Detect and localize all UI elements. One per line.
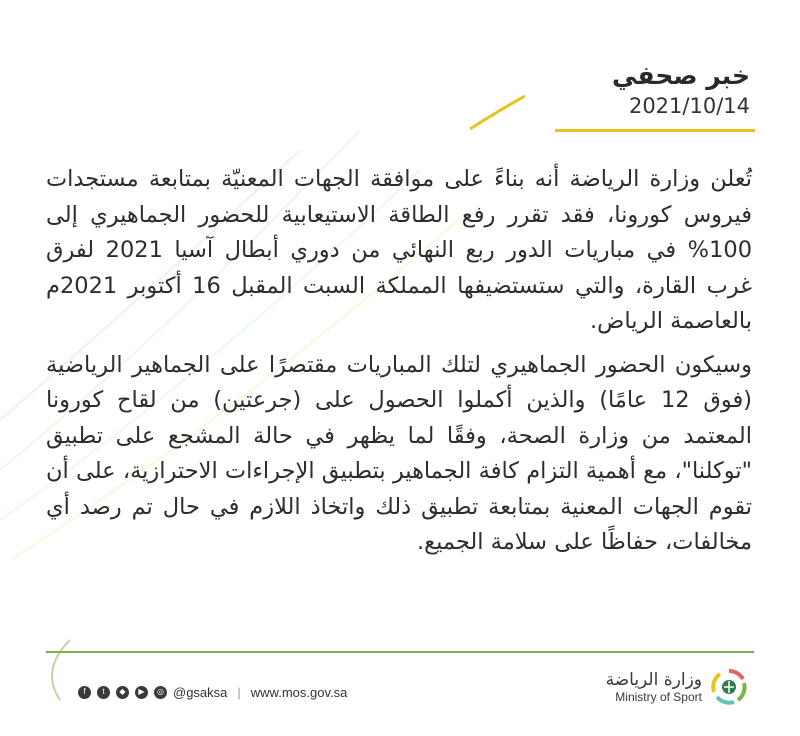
logo-english-text: Ministry of Sport	[615, 689, 702, 704]
paragraph-1: تُعلن وزارة الرياضة أنه بناءً على موافقة الجهات المعنيّة بمتابعة مستجدات فيروس كورونا، فقد تقرر رفع الطاقة الاستيعابية للحضور الجماهيري إلى 100% في مباريات الدور ربع النهائي من دوري أبطال آسيا 2021 لفرق غرب القارة، والتي ستستضيفها المملكة السبت المقبل 16 أكتوبر 2021م بالعاصمة الرياض.	[46, 166, 753, 334]
twitter-icon[interactable]: t	[97, 686, 110, 699]
snapchat-icon[interactable]: ◆	[116, 686, 129, 699]
header-divider	[555, 129, 755, 132]
footer-contact	[78, 681, 347, 703]
publish-date: 2021/10/14	[628, 94, 750, 118]
paragraph-2: وسيكون الحضور الجماهيري لتلك المباريات مقتصرًا على الجماهير الرياضية (فوق 12 عامًا) والذين أكملوا الحصول على (جرعتين) من لقاح كورونا المعتمد من وزارة الصحة، وفقًا لما يظهر في حالة المشجع على تطبيق "توكلنا"، مع أهمية التزام كافة الجماهير بتطبيق الإجراءات الاحترازية، على أن تقوم الجهات المعنية بمتابعة تطبيق ذلك واتخاذ اللازم في حال تم رصد أي مخالفات، حفاظًا على سلامة الجميع.	[46, 351, 752, 555]
header	[612, 60, 750, 118]
page-title: خبر صحفي	[612, 61, 750, 90]
social-handle[interactable]: @gsaksa	[173, 684, 228, 700]
separator: |	[237, 684, 241, 700]
article-body	[46, 162, 752, 569]
website-link[interactable]: www.mos.gov.sa	[250, 684, 348, 700]
youtube-icon[interactable]: ▶	[135, 686, 148, 699]
facebook-icon[interactable]: f	[78, 686, 91, 699]
footer-divider	[46, 651, 754, 653]
ministry-logo	[606, 668, 748, 706]
ministry-emblem-icon	[710, 668, 748, 706]
instagram-icon[interactable]: ◎	[154, 686, 167, 699]
logo-arabic-text: وزارة الرياضة	[605, 669, 702, 690]
